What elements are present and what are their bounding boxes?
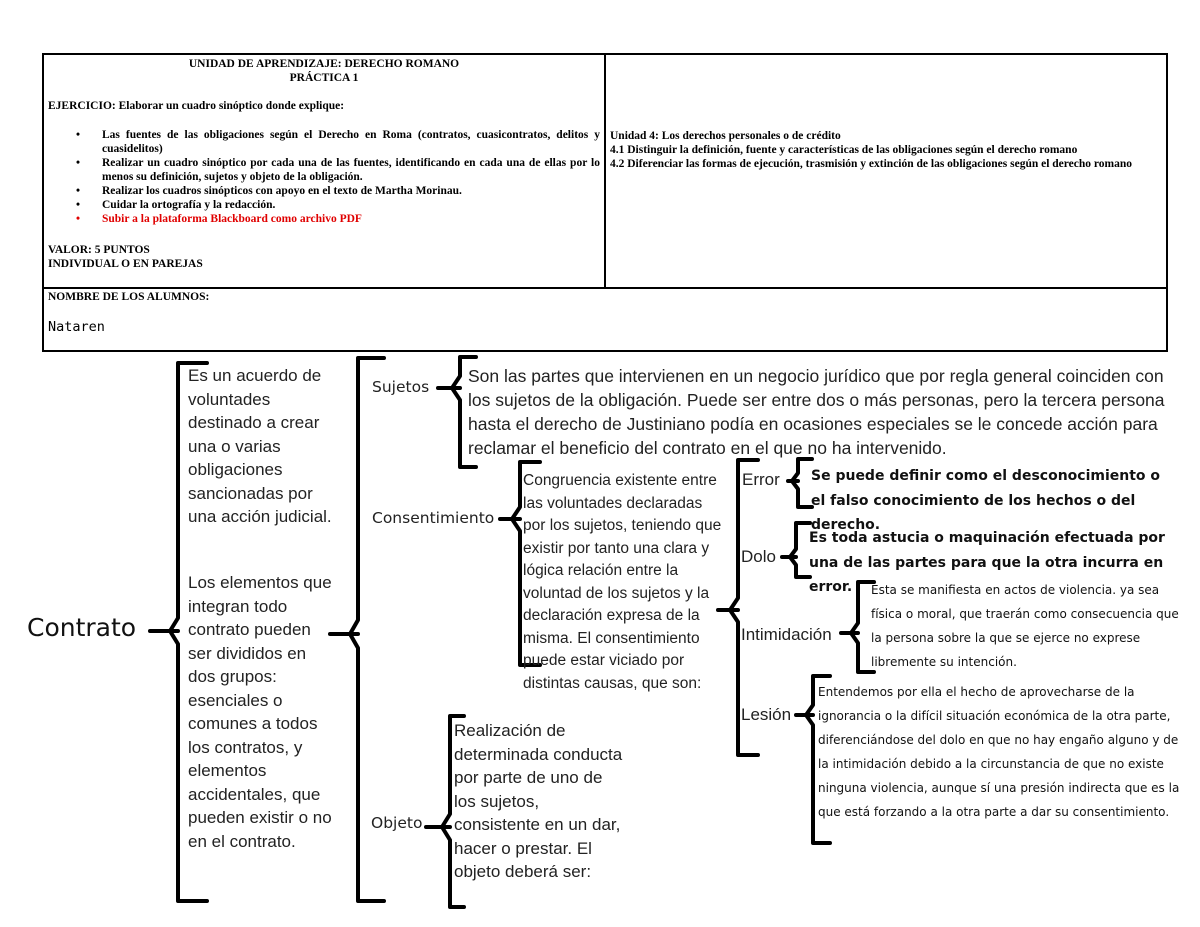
label-consentimiento: Consentimiento	[372, 509, 495, 527]
bracket-error	[792, 459, 812, 507]
label-error: Error	[742, 470, 780, 489]
intimidacion-text: Ésta se manifiesta en actos de violencia. ya sea física o moral, que traerán como consecuencia que la persona sobre la que se ejerce no exprese libremente su intención.	[871, 583, 1179, 669]
unit-title: Unidad 4: Los derechos personales o de crédito	[610, 130, 841, 142]
unit-objective-1: 4.1 Distinguir la definición, fuente y características de las obligaciones según el derecho romano	[610, 144, 1078, 156]
students-label: NOMBRE DE LOS ALUMNOS:	[48, 291, 210, 303]
contrato-definition: Es un acuerdo de voluntades destinado a crear una o varias obligaciones sancionadas por una acción judicial.	[188, 366, 332, 526]
label-objeto: Objeto	[371, 814, 423, 832]
instruction-item: • Realizar los cuadros sinópticos con apoyo en el texto de Martha Morinau.	[48, 184, 600, 198]
student-name: Nataren	[48, 319, 105, 335]
bracket-dolo	[790, 523, 810, 577]
label-dolo: Dolo	[741, 547, 776, 566]
instruction-item: • Cuidar la ortografía y la redacción.	[48, 198, 600, 212]
instruction-item: • Realizar un cuadro sinóptico por cada una de las fuentes, identificando en cada una de ellas por lo menos su definición, sujetos y objeto de la obligación.	[48, 156, 600, 184]
assignment-title: UNIDAD DE APRENDIZAJE: DERECHO ROMANO	[188, 58, 460, 70]
contrato-elements: Los elementos que integran todo contrato pueden ser divididos en dos grupos: esenciales o comunes a todos los contratos, y elementos accidentales, que pueden existir o no en el contrato.	[188, 573, 332, 851]
label-intimidacion: Intimidación	[741, 625, 832, 644]
consentimiento-text: Congruencia existente entre las voluntades declaradas por los sujetos, teniendo que existir por tanto una clara y lógica relación entre la voluntad de los sujetos y la declaración expresa de la misma. El consentimiento puede estar viciado por distintas causas, que son:	[523, 472, 722, 692]
error-text: Se puede definir como el desconocimiento o el falso conocimiento de los hechos o del derecho.	[811, 468, 1161, 533]
lesion-text: Entendemos por ella el hecho de aprovecharse de la ignorancia o la difícil situación económica de la otra parte, diferenciándose del dolo en que no hay engaño alguno y de la intimidación debido a la circunstancia de que no existe ninguna violencia, aunque sí una presión indirecta que es la que está forzando a la otra parte a dar su consentimiento.	[818, 685, 1180, 819]
instruction-item: • Las fuentes de las obligaciones según el Derecho en Roma (contratos, cuasicontratos, delitos y cuasidelitos)	[48, 128, 600, 156]
label-lesion: Lesión	[741, 705, 792, 724]
work-mode: INDIVIDUAL O EN PAREJAS	[48, 258, 203, 270]
objeto-text: Realización de determinada conducta por parte de uno de los sujetos, consistente en un dar, hacer o prestar. El objeto deberá ser:	[454, 721, 623, 881]
points-value: VALOR: 5 PUNTOS	[48, 244, 150, 256]
instruction-item-red: • Subir a la plataforma Blackboard como archivo PDF	[48, 212, 600, 226]
label-sujetos: Sujetos	[372, 378, 430, 396]
root-contrato: Contrato	[27, 613, 137, 642]
exercise-heading: EJERCICIO: Elaborar un cuadro sinóptico donde explique:	[48, 100, 345, 112]
unit-objective-2: 4.2 Diferenciar las formas de ejecución, trasmisión y extinción de las obligaciones según el derecho romano	[610, 158, 1133, 170]
sujetos-text: Son las partes que intervienen en un negocio jurídico que por regla general coinciden con los sujetos de la obligación. Puede ser entre dos o más personas, pero la tercera persona hasta el derecho de Justiniano podía en ocasiones especiales se le concede acción para reclamar el beneficio del contrato en el que no ha intervenido.	[468, 366, 1165, 458]
assignment-subtitle: PRÁCTICA 1	[289, 72, 359, 84]
dolo-text: Es toda astucia o maquinación efectuada por una de las partes para que la otra incurra en error.	[809, 530, 1165, 595]
